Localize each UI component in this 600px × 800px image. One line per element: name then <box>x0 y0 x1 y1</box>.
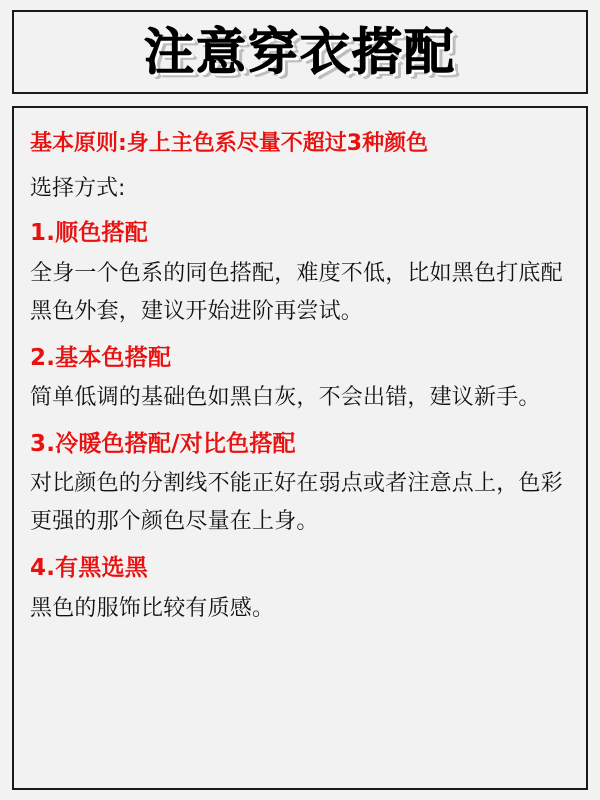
section-heading-2: 2.基本色搭配 <box>30 344 172 371</box>
basic-principle: 基本原则:身上主色系尽量不超过3种颜色 <box>30 131 429 156</box>
section-heading-4: 4.有黑选黑 <box>30 555 148 582</box>
section-body-4: 黑色的服饰比较有质感。 <box>30 595 275 621</box>
page-title: 注意穿衣搭配 <box>144 23 456 81</box>
section-body-1: 全身一个色系的同色搭配，难度不低，比如黑色打底配黑色外套，建议开始进阶再尝试。 <box>30 260 563 324</box>
section-body-2: 简单低调的基础色如黑白灰，不会出错，建议新手。 <box>30 385 541 411</box>
section-heading-1: 1.顺色搭配 <box>30 220 148 247</box>
selection-methods-label: 选择方式: <box>30 176 126 202</box>
content-card <box>12 106 588 790</box>
title-banner <box>12 10 588 94</box>
section-body-3: 对比颜色的分割线不能正好在弱点或者注意点上，色彩更强的那个颜色尽量在上身。 <box>30 471 563 535</box>
section-heading-3: 3.冷暖色搭配/对比色搭配 <box>30 430 296 457</box>
